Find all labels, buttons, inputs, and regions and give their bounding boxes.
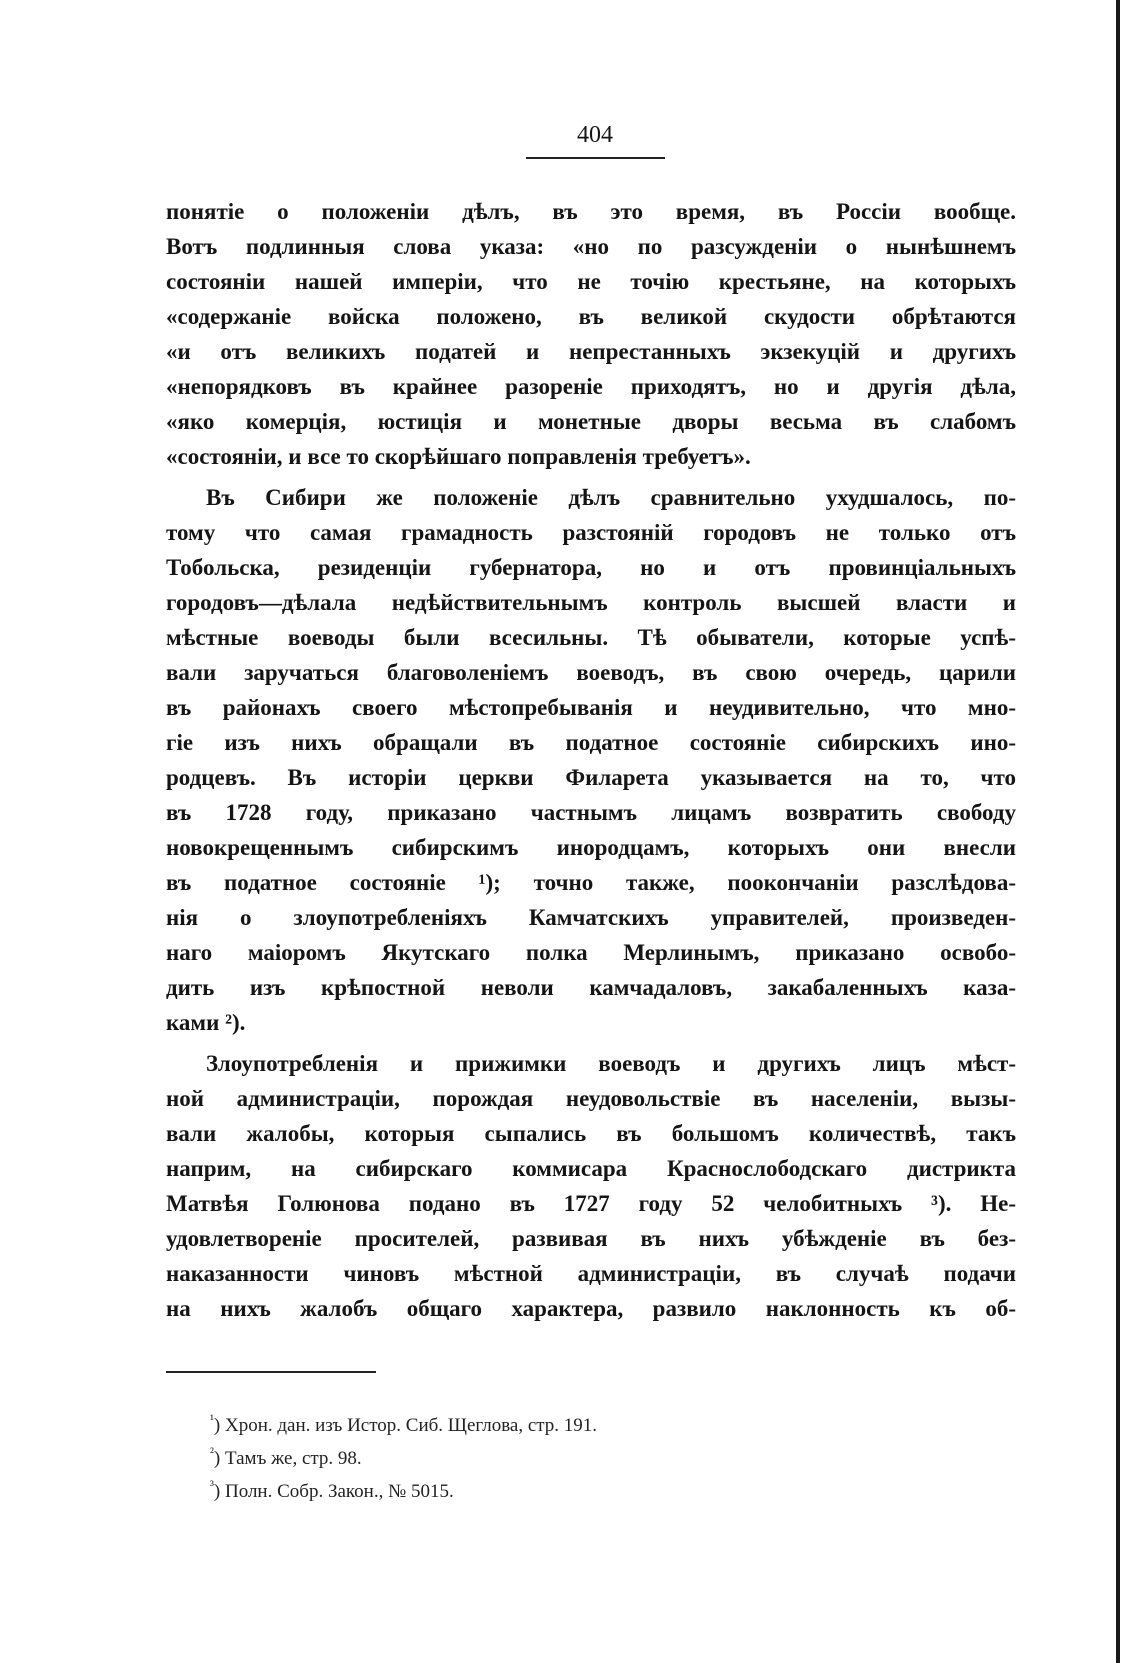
paragraph-2 — [166, 480, 1016, 1040]
footnote-item: $^{^3}$) Полн. Собр. Закон., № 5015. — [210, 1477, 454, 1502]
footnote-mark: ¹ — [210, 1411, 214, 1427]
scan-edge-right — [1116, 0, 1120, 1663]
text-line: Вотъ подлинныя слова указа: «но по разсужденіи о нынѣшнемъ — [166, 234, 1016, 259]
footnote-item: $^{^2}$) Тамъ же, стр. 98. — [210, 1444, 362, 1469]
text-line: родцевъ. Въ исторіи церкви Филарета указывается на то, что — [166, 765, 1016, 790]
footnote-item: $^{^1}$) Хрон. дан. изъ Истор. Сиб. Щеглова, стр. 191. — [210, 1411, 598, 1436]
page-number: 404 — [577, 122, 613, 148]
text-line: Въ Сибири же положеніе дѣлъ сравнительно ухудшалось, по- — [206, 485, 1016, 510]
text-line: наказанности чиновъ мѣстной администраціи, въ случаѣ подачи — [166, 1261, 1016, 1286]
footnote-mark: ³ — [210, 1477, 214, 1493]
footnote-text: Полн. Собр. Закон., № 5015. — [224, 1481, 454, 1502]
text-line: наго маіоромъ Якутскаго полка Мерлинымъ, приказано освобо- — [166, 940, 1016, 965]
text-line: Матвѣя Голюнова подано въ 1727 году 52 челобитныхъ ³). Не- — [166, 1191, 1016, 1216]
text-line: «непорядковъ въ крайнее разореніе приходятъ, но и другія дѣла, — [166, 374, 1016, 399]
text-line: ной администраціи, порождая неудовольствіе въ населеніи, вызы- — [166, 1086, 1016, 1111]
text-line: новокрещеннымъ сибирскимъ инородцамъ, которыхъ они внесли — [166, 835, 1016, 860]
footnote-text: Хрон. дан. изъ Истор. Сиб. Щеглова, стр. 191. — [224, 1415, 598, 1436]
text-line: Тобольска, резиденціи губернатора, но и отъ провинціальныхъ — [166, 555, 1016, 580]
paragraph-3 — [166, 1046, 1016, 1326]
text-line: вали заручаться благоволеніемъ воеводъ, въ свою очередь, царили — [166, 660, 1016, 685]
text-line: гіе изъ нихъ обращали въ податное состояніе сибирскихъ ино- — [166, 730, 1016, 755]
text-line: на нихъ жалобъ общаго характера, развило наклонность къ об- — [166, 1296, 1016, 1321]
text-line: Злоупотребленія и прижимки воеводъ и другихъ лицъ мѣст- — [206, 1051, 1016, 1076]
text-line: дить изъ крѣпостной неволи камчадаловъ, закабаленныхъ каза- — [166, 975, 1016, 1000]
footnote-text: Тамъ же, стр. 98. — [224, 1448, 362, 1469]
page-number-rule — [526, 157, 665, 159]
text-line: въ 1728 году, приказано частнымъ лицамъ возвратить свободу — [166, 800, 1016, 825]
text-line: «и отъ великихъ податей и непрестанныхъ экзекуцій и другихъ — [166, 339, 1016, 364]
text-line: городовъ—дѣлала недѣйствительнымъ контроль высшей власти и — [166, 590, 1016, 615]
text-line: въ районахъ своего мѣстопребыванія и неудивительно, что мно- — [166, 695, 1016, 720]
text-line: наприм, на сибирскаго коммисара Краснослободскаго дистрикта — [166, 1156, 1016, 1181]
text-line: удовлетвореніе просителей, развивая въ нихъ убѣжденіе въ без- — [166, 1226, 1016, 1251]
text-line: «содержаніе войска положено, въ великой скудости обрѣтаются — [166, 304, 1016, 329]
text-line: «состояніи, и все то скорѣйшаго поправленія требуетъ». — [166, 444, 751, 469]
text-line: вали жалобы, которыя сыпались въ большомъ количествѣ, такъ — [166, 1121, 1016, 1146]
text-line: «яко комерція, юстиція и монетные дворы весьма въ слабомъ — [166, 409, 1016, 434]
body-text — [166, 194, 1016, 1326]
text-line: тому что самая грамадность разстояній городовъ не только отъ — [166, 520, 1016, 545]
text-line: нія о злоупотребленіяхъ Камчатскихъ управителей, произведен- — [166, 905, 1016, 930]
footnote-rule — [166, 1371, 376, 1373]
footnotes — [210, 1409, 910, 1508]
text-line: состояніи нашей имперіи, что не точію крестьяне, на которыхъ — [166, 269, 1016, 294]
paragraph-1 — [166, 194, 1016, 474]
text-line: ками ²). — [166, 1010, 246, 1035]
text-line: мѣстные воеводы были всесильны. Тѣ обыватели, которые успѣ- — [166, 625, 1016, 650]
text-line: понятіе о положеніи дѣлъ, въ это время, въ Россіи вообще. — [166, 199, 1016, 224]
text-line: въ податное состояніе ¹); точно также, поокончаніи разслѣдова- — [166, 870, 1016, 895]
footnote-mark: ² — [210, 1444, 214, 1460]
